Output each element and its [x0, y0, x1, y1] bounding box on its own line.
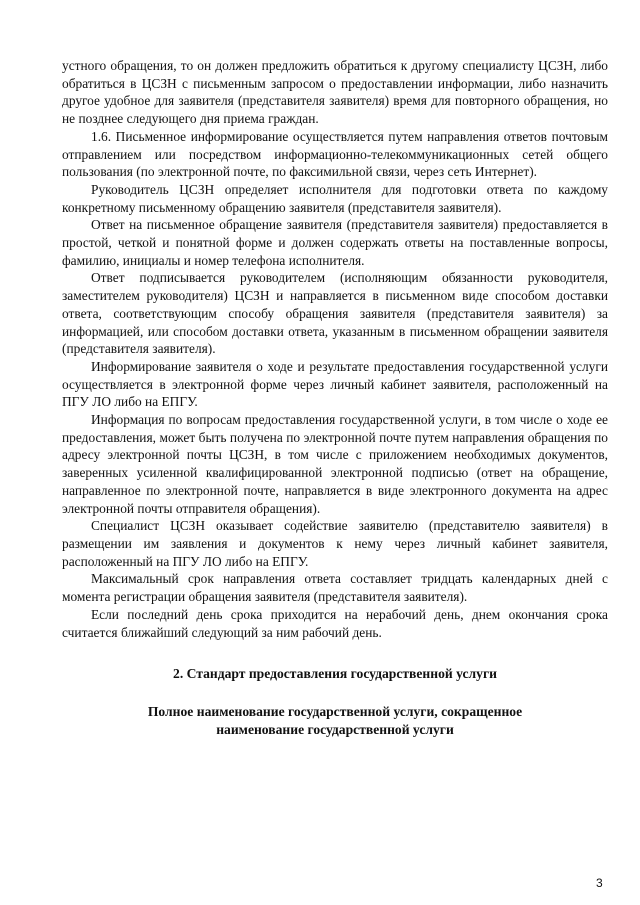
paragraph: 1.6. Письменное информирование осуществляется путем направления ответов почтовым отправлением или посредством информационно-телекоммуникационных сетей общего пользования (по электронной почте, по факсимильной связи, через сеть Интернет).: [62, 128, 608, 180]
subsection-heading: Полное наименование государственной услуги, сокращенное наименование государственной услуги: [147, 704, 523, 738]
paragraph: Руководитель ЦСЗН определяет исполнителя для подготовки ответа по каждому конкретному письменному обращению заявителя (представителя заявителя).: [62, 181, 608, 215]
paragraph: Если последний день срока приходится на нерабочий день, днем окончания срока считается ближайший следующий за ним рабочий день.: [62, 606, 608, 640]
paragraph: Информация по вопросам предоставления государственной услуги, в том числе о ходе ее предоставления, может быть получена по электронной почте путем направления обращения по адресу электронной почты ЦСЗН, в том числе с приложением необходимых документов, заверенных усиленной квалифицированной электронной подписью (ответ на обращение, направленное по электронной почте, направляется в виде электронного документа на адрес электронной почты отправителя обращения).: [62, 412, 608, 516]
paragraph: устного обращения, то он должен предложить обратиться к другому специалисту ЦСЗН, либо обратиться в ЦСЗН с письменным запросом о предоставлении информации, либо назначить другое удобное для заявителя (представителя заявителя) время для повторного обращения, но не позднее следующего дня приема граждан.: [62, 58, 608, 127]
section-heading: 2. Стандарт предоставления государственной услуги: [173, 666, 497, 682]
paragraph: Максимальный срок направления ответа составляет тридцать календарных дней с момента регистрации обращения заявителя (представителя заявителя).: [62, 571, 608, 605]
page-number: 3: [596, 876, 603, 890]
paragraph: Ответ подписывается руководителем (исполняющим обязанности руководителя, заместителем руководителя) ЦСЗН и направляется в письменном виде способом доставки ответа, соответствующим способу обращения заявителя (представителя заявителя) за информацией, или способом доставки ответа, указанным в письменном обращении заявителя (представителя заявителя).: [62, 270, 608, 357]
document-body: [62, 57, 608, 739]
paragraph: Информирование заявителя о ходе и результате предоставления государственной услуги осуществляется в электронной форме через личный кабинет заявителя, расположенный на ПГУ ЛО либо на ЕПГУ.: [62, 358, 608, 410]
paragraph: Специалист ЦСЗН оказывает содействие заявителю (представителю заявителя) в размещении им заявления и документов к нему через личный кабинет заявителя, расположенный на ПГУ ЛО либо на ЕПГУ.: [62, 518, 608, 569]
paragraph: Ответ на письменное обращение заявителя (представителя заявителя) предоставляется в простой, четкой и понятной форме и должен содержать ответы на поставленные вопросы, фамилию, инициалы и номер телефона исполнителя.: [62, 217, 608, 268]
